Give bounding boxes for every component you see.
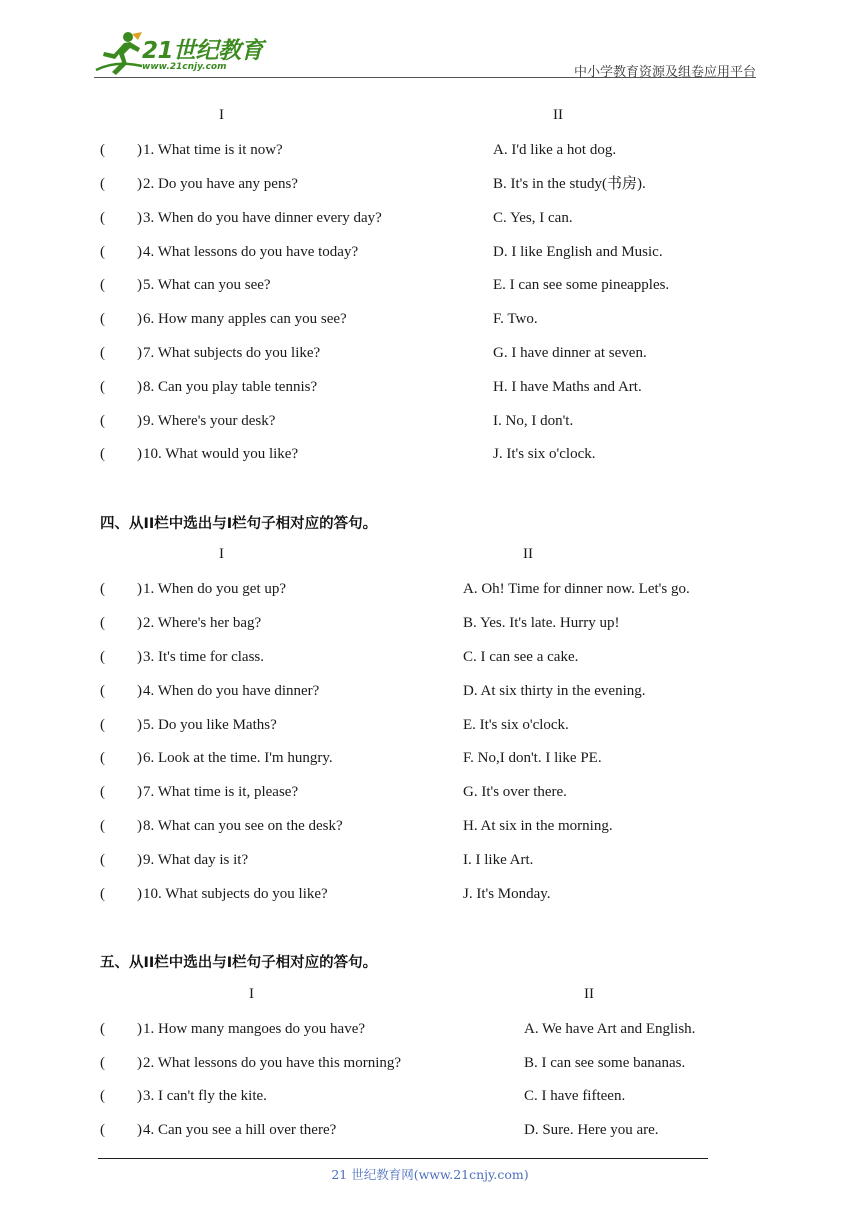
- answer-option: D. At six thirty in the evening.: [463, 683, 646, 699]
- section4-title: 四、从II栏中选出与I栏句子相对应的答句。: [100, 516, 378, 532]
- answer-blank-open[interactable]: (: [100, 311, 105, 327]
- answer-option: A. I'd like a hot dog.: [493, 142, 617, 158]
- answer-blank-open[interactable]: (: [100, 176, 105, 192]
- section4-column-i-heading: I: [219, 546, 224, 562]
- question-text: 4. What lessons do you have today?: [143, 244, 359, 260]
- question-text: 9. Where's your desk?: [143, 413, 276, 429]
- answer-blank-open[interactable]: (: [100, 784, 105, 800]
- answer-option: A. We have Art and English.: [524, 1021, 696, 1037]
- header-platform-name: 中小学教育资源及组卷应用平台: [573, 65, 756, 80]
- answer-blank-close: ): [137, 1021, 142, 1037]
- site-logo[interactable]: [94, 30, 264, 78]
- answer-blank-close: ): [137, 277, 142, 293]
- section5-column-ii-heading: II: [584, 986, 594, 1002]
- question-text: 3. I can't fly the kite.: [143, 1088, 267, 1104]
- answer-blank-close: ): [137, 784, 142, 800]
- answer-option: C. I have fifteen.: [524, 1088, 626, 1104]
- section5-column-i-heading: I: [249, 986, 254, 1002]
- question-text: 4. Can you see a hill over there?: [143, 1122, 337, 1138]
- answer-blank-close: ): [137, 717, 142, 733]
- question-row: [0, 209, 860, 243]
- question-row: [0, 885, 860, 919]
- question-row: [0, 175, 860, 209]
- question-text: 10. What would you like?: [143, 446, 299, 462]
- question-row: [0, 1121, 860, 1155]
- answer-option: H. I have Maths and Art.: [493, 379, 642, 395]
- question-row: [0, 614, 860, 648]
- page-header: [0, 0, 860, 90]
- answer-blank-open[interactable]: (: [100, 1088, 105, 1104]
- answer-option: B. I can see some bananas.: [524, 1055, 686, 1071]
- answer-blank-open[interactable]: (: [100, 852, 105, 868]
- answer-option: D. I like English and Music.: [493, 244, 663, 260]
- answer-option: I. No, I don't.: [493, 413, 574, 429]
- question-row: [0, 412, 860, 446]
- answer-blank-close: ): [137, 886, 142, 902]
- answer-option: F. Two.: [493, 311, 538, 327]
- section4-column-ii-heading: II: [523, 546, 533, 562]
- section3-column-i-heading: I: [219, 107, 224, 123]
- answer-blank-open[interactable]: (: [100, 277, 105, 293]
- question-text: 7. What subjects do you like?: [143, 345, 321, 361]
- answer-option: D. Sure. Here you are.: [524, 1122, 659, 1138]
- question-row: [0, 716, 860, 750]
- section5-title: 五、从II栏中选出与I栏句子相对应的答句。: [100, 955, 378, 971]
- question-text: 2. Where's her bag?: [143, 615, 262, 631]
- answer-option: H. At six in the morning.: [463, 818, 613, 834]
- answer-blank-open[interactable]: (: [100, 413, 105, 429]
- answer-option: A. Oh! Time for dinner now. Let's go.: [463, 581, 690, 597]
- answer-blank-open[interactable]: (: [100, 683, 105, 699]
- question-row: [0, 817, 860, 851]
- question-text: 5. Do you like Maths?: [143, 717, 277, 733]
- answer-blank-close: ): [137, 311, 142, 327]
- answer-option: C. I can see a cake.: [463, 649, 579, 665]
- answer-option: B. Yes. It's late. Hurry up!: [463, 615, 620, 631]
- question-row: [0, 682, 860, 716]
- question-row: [0, 141, 860, 175]
- question-text: 8. Can you play table tennis?: [143, 379, 318, 395]
- answer-blank-open[interactable]: (: [100, 446, 105, 462]
- answer-blank-close: ): [137, 142, 142, 158]
- question-text: 2. Do you have any pens?: [143, 176, 298, 192]
- answer-blank-close: ): [137, 379, 142, 395]
- answer-blank-close: ): [137, 1055, 142, 1071]
- answer-blank-open[interactable]: (: [100, 615, 105, 631]
- answer-blank-open[interactable]: (: [100, 379, 105, 395]
- answer-option: E. I can see some pineapples.: [493, 277, 670, 293]
- question-text: 10. What subjects do you like?: [143, 886, 328, 902]
- question-row: [0, 580, 860, 614]
- question-text: 9. What day is it?: [143, 852, 249, 868]
- question-row: [0, 648, 860, 682]
- answer-blank-close: ): [137, 446, 142, 462]
- answer-blank-close: ): [137, 683, 142, 699]
- answer-blank-open[interactable]: (: [100, 1055, 105, 1071]
- answer-blank-open[interactable]: (: [100, 818, 105, 834]
- section3-column-ii-heading: II: [553, 107, 563, 123]
- question-row: [0, 851, 860, 885]
- answer-option: B. It's in the study(书房).: [493, 176, 646, 192]
- answer-option: E. It's six o'clock.: [463, 717, 569, 733]
- question-text: 7. What time is it, please?: [143, 784, 299, 800]
- footer-link[interactable]: 21 世纪教育网(www.21cnjy.com): [331, 1167, 529, 1182]
- question-text: 6. Look at the time. I'm hungry.: [143, 750, 333, 766]
- answer-blank-close: ): [137, 413, 142, 429]
- question-row: [0, 1020, 860, 1054]
- question-text: 6. How many apples can you see?: [143, 311, 347, 327]
- question-text: 4. When do you have dinner?: [143, 683, 320, 699]
- answer-blank-open[interactable]: (: [100, 1021, 105, 1037]
- question-row: [0, 1054, 860, 1088]
- answer-blank-close: ): [137, 345, 142, 361]
- answer-blank-open[interactable]: (: [100, 717, 105, 733]
- answer-blank-close: ): [137, 1122, 142, 1138]
- answer-option: C. Yes, I can.: [493, 210, 573, 226]
- answer-blank-close: ): [137, 750, 142, 766]
- question-row: [0, 276, 860, 310]
- header-divider: [94, 77, 756, 78]
- question-row: [0, 749, 860, 783]
- answer-blank-open[interactable]: (: [100, 142, 105, 158]
- answer-option: G. I have dinner at seven.: [493, 345, 647, 361]
- question-text: 1. What time is it now?: [143, 142, 283, 158]
- answer-blank-open[interactable]: (: [100, 649, 105, 665]
- answer-blank-open[interactable]: (: [100, 581, 105, 597]
- question-text: 1. When do you get up?: [143, 581, 287, 597]
- question-row: [0, 783, 860, 817]
- answer-option: I. I like Art.: [463, 852, 534, 868]
- question-text: 2. What lessons do you have this morning?: [143, 1055, 402, 1071]
- question-row: [0, 243, 860, 277]
- question-text: 5. What can you see?: [143, 277, 271, 293]
- answer-option: J. It's Monday.: [463, 886, 551, 902]
- answer-option: F. No,I don't. I like PE.: [463, 750, 602, 766]
- answer-blank-open[interactable]: (: [100, 244, 105, 260]
- question-row: [0, 310, 860, 344]
- answer-blank-open[interactable]: (: [100, 210, 105, 226]
- question-text: 1. How many mangoes do you have?: [143, 1021, 366, 1037]
- logo-url: www.21cnjy.com: [142, 62, 227, 72]
- answer-option: G. It's over there.: [463, 784, 567, 800]
- answer-blank-close: ): [137, 244, 142, 260]
- answer-option: J. It's six o'clock.: [493, 446, 596, 462]
- answer-blank-open[interactable]: (: [100, 886, 105, 902]
- answer-blank-close: ): [137, 1088, 142, 1104]
- answer-blank-open[interactable]: (: [100, 345, 105, 361]
- answer-blank-close: ): [137, 615, 142, 631]
- question-row: [0, 445, 860, 479]
- answer-blank-close: ): [137, 818, 142, 834]
- question-text: 3. It's time for class.: [143, 649, 265, 665]
- answer-blank-open[interactable]: (: [100, 1122, 105, 1138]
- logo-text: 21世纪教育: [142, 38, 264, 64]
- question-row: [0, 378, 860, 412]
- footer-divider: [98, 1158, 708, 1159]
- answer-blank-close: ): [137, 649, 142, 665]
- answer-blank-close: ): [137, 581, 142, 597]
- question-row: [0, 1087, 860, 1121]
- answer-blank-close: ): [137, 210, 142, 226]
- runner-logo-icon: [94, 30, 144, 78]
- question-row: [0, 344, 860, 378]
- question-text: 8. What can you see on the desk?: [143, 818, 343, 834]
- answer-blank-open[interactable]: (: [100, 750, 105, 766]
- question-text: 3. When do you have dinner every day?: [143, 210, 382, 226]
- answer-blank-close: ): [137, 852, 142, 868]
- answer-blank-close: ): [137, 176, 142, 192]
